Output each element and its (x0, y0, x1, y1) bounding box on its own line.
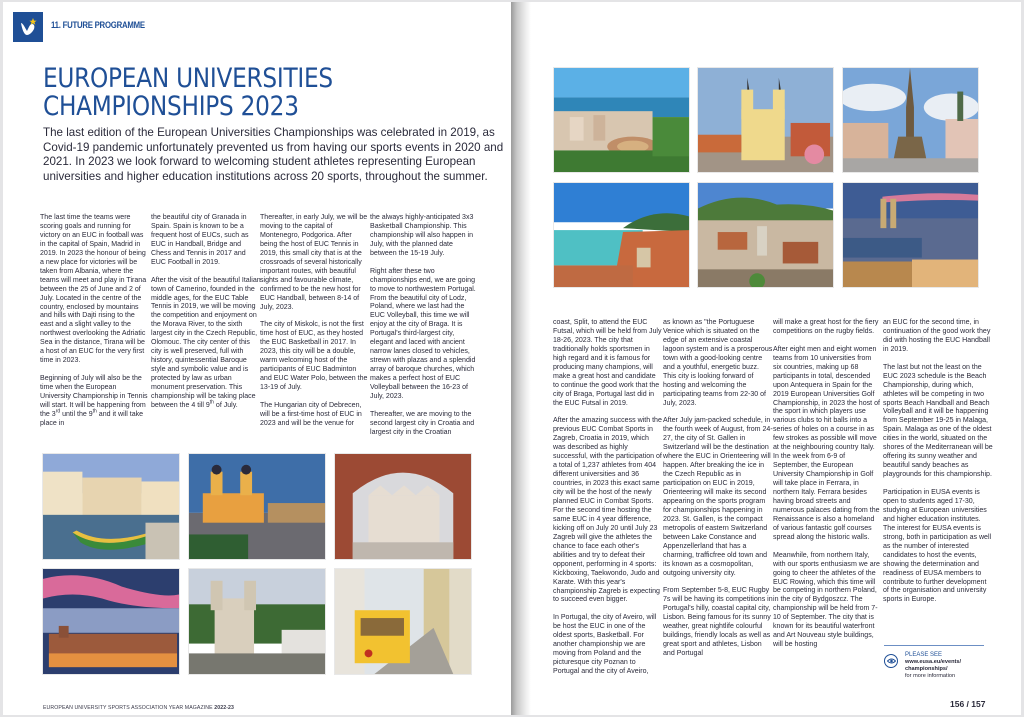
paragraph: After July jam-packed schedule, in the fourth week of August, from 24-27, the city of St. Gallen in Switzerland will be the destination where the EUC in Orienteering will happen. After breaking the ice in the Czech Republic as in participation on EUC in 2019, Orienteering will make its second appearing on the sports program for championships happening in 2023. St. Gallen, is the compact metropolis of eastern Switzerland between Lake Constance and Appenzellerland that has a charming, trafficfree old town and its known as a cosmopolitan, outgoing university city. (663, 417, 773, 577)
paragraph: the always highly-anticipated 3x3 Basketball Championship. This championship will also happen in July, with the planned date between the 15-19 July. (370, 214, 474, 257)
eusa-logo-icon (17, 16, 39, 38)
text-run: and it will take place in (40, 410, 144, 427)
superscript: th (92, 408, 97, 415)
photo-st-gallen (697, 182, 834, 288)
text-column-5 (553, 319, 663, 686)
footer-magazine-name: EUROPEAN UNIVERSITY SPORTS ASSOCIATION YEAR MAGAZINE (43, 705, 213, 711)
page-title (43, 65, 370, 121)
paragraph: The last time the teams were scoring goals and running for victory on an EUC in football was in the capital of Spain, Madrid in 2019. In 2023 the honour of being a new place for victories will be taken from Albania, where the teams will meet and play in Tirana between the 25 of June and 2 of July. Located in the centre of the country, enclosed by mountains and hills with Dajti rising to the east and a slight valley to the northwest overlooking the Adriatic Sea in the distance, Tirana will be a host of an EUC for the very first time in 2023. (40, 214, 147, 365)
photo-olomouc-column (842, 67, 979, 173)
text-run: of July. (213, 401, 238, 409)
superscript: rd (55, 408, 61, 415)
paragraph: Right after these two championships end, we are going to move to northwestern Portugal. From the beautiful city of Lodz, Poland, where we last had the EUC Volleyball, this time we will enjoy at the city of Braga. It is Portugal's third-largest city, elegant and laced with ancient narrow lanes closed to vehicles, strewn with plazas and a splendid array of baroque churches, which makes a perfect host of EUC Volleyball between the 16-23 of July, 2023. (370, 267, 476, 400)
photo-split-coast (553, 182, 690, 288)
photo-lisbon-tram (334, 568, 472, 675)
eye-icon (884, 654, 898, 668)
lead-paragraph: The last edition of the European Universities Championships was celebrated in 2019, as Covid-19 pandemic unfortunately prevented us from having our sports events in 2020 and 2021. In 2023 we look forward to welcoming student athletes representing European universities and higher education institutions across 20 sports, throughout the summer. (43, 126, 504, 183)
text-run: After the visit of the beautiful Italian town of Camerino, founded in the middle ages, for the EUC Table Tennis in 2019, we will be moving the competition and enjoyment on the Morava River, to the sixth largest city in the Czech Republic, Olomouc. The city center of this city is well preserved, full with history, quintessential Baroque style and symbolic value and is protected by law as urban monument preservation. This championship will be taking place between the 4 till 9 (151, 276, 261, 409)
text-column-3 (260, 214, 368, 438)
see-more-box (884, 645, 984, 680)
see-more-text (905, 652, 984, 680)
superscript: th (209, 399, 214, 406)
photo-malaga-coast (553, 67, 690, 173)
photo-braga-church (188, 568, 326, 675)
title-line-2: CHAMPIONSHIPS 2023 (43, 91, 299, 122)
footer-years: 2022-23 (214, 705, 234, 711)
see-more-note: for more information (905, 673, 956, 679)
link-line-2[interactable]: championships/ (905, 666, 948, 672)
text-column-8 (883, 319, 993, 614)
photo-debrecen-church (188, 453, 326, 560)
eusa-logo (13, 12, 43, 42)
photo-ferrara-cathedral (334, 453, 472, 560)
paragraph: The Hungarian city of Debrecen, will be a first-time host of EUC in 2023 and will be the venue for (260, 401, 362, 427)
paragraph: the beautiful city of Granada in Spain. Spain is known to be a frequent host of EUCs, such as EUC in Handball, Bridge and Chess and Tennis in 2017 and EUC Football in 2019. (151, 214, 249, 266)
paragraph: After the amazing success with the previous EUC Combat Sports in Zagreb, Croatia in 2019, which was described as highly successful, with the participation of a total of 1,237 athletes from 404 different universities and 36 countries, in 2023 this exact same city will be the host of the newly planned EUC in Combat Sports. For the second time hosting the same EUC in 4 year difference, kicking off on July 20 until July 23 Zagreb will give the athletes the chance to face each other's abilities and try to defeat their opponent, performing in 4 sports: Kickboxing, Taekwondo, Judo and Karate. With this year's championship Zagreb is expecting to succeed even bigger. (553, 417, 662, 604)
paragraph (151, 277, 261, 411)
section-label: 11. FUTURE PROGRAMME (51, 20, 145, 31)
text-run: until the 9 (60, 410, 93, 418)
photo-aveiro-canal (42, 453, 180, 560)
paragraph: Thereafter, in early July, we will be moving to the capital of Montenegro, Podgorica. After being the host of EUC Tennis in 2019, this small city that is at the crossroads of several historically important routes, with beautiful sights and favourable climate, confirmed to be the new host for EUC Handball, between 8-14 of July, 2023. (260, 214, 368, 311)
paragraph: The city of Miskolc, is not the first time host of EUC, as they hosted the EUC Basketball in 2017. In 2023, this city will be a double, warm welcoming host of the participants of EUC Badminton and EUC Water Polo, between the 13-19 of July. (260, 321, 368, 392)
paragraph: an EUC for the second time, in continuation of the good work they did with hosting the EUC Handball in 2019. (883, 319, 991, 353)
paragraph: In Portugal, the city of Aveiro, will be host the EUC in one of the oldest sports, Basketball. For another championship we are moving from Poland and the picturesque city Poznan to Portugal and the city of Aveiro, (553, 614, 657, 676)
footer-magazine (43, 705, 234, 711)
title-line-1: EUROPEAN UNIVERSITIES (43, 63, 333, 94)
text-run: Beginning of July will also be the time when the European University Championship in Tennis will start. It will be happening from the 3 (40, 375, 148, 418)
photo-miskolc-cathedral (697, 67, 834, 173)
text-column-1 (40, 214, 148, 438)
paragraph: Participation in EUSA events is open to students aged 17-30, studying at European universities and higher education institutes. The interest for EUSA events is strong, both in participation as well as the number of interested candidates to host the events, showing the determination and readiness of EUSA members to contribute to further development of the organisation and university sports in Europe. (883, 488, 992, 604)
photo-alhambra (42, 568, 180, 675)
text-column-4 (370, 214, 478, 447)
page-gutter (511, 2, 531, 715)
paragraph: After eight men and eight women teams from 10 universities from six countries, making up 68 participants in total, descended upon Antequera in Spain for the 2019 European Universities Golf Championship, in 2023 the host of the sport in which players use various clubs to hit balls into a series of holes on a course in as few strokes as possible will move at the neighbouring country Italy. In the week from 6-9 of September, the European University Championship in Golf will take place in Ferrara, in northern Italy. Ferrara besides having broad streets and numerous palaces dating from the Renaissance is also a homeland of various fantastic golf courses spread along the historic walls. (773, 345, 880, 541)
paragraph: Thereafter, we are moving to the second largest city in Croatia and largest city in the Croatian (370, 410, 475, 436)
paragraph: Meanwhile, from northern Italy, with our sports enthusiasm we are going to cheer the athletes of the EUC Rowing, which this time will be competing in northern Poland, in the city of Bydgoszcz. The championship will be held from 7-10 of September. The city that is known for its beautiful waterfront and Art Nouveau style buildings, will be hosting (773, 551, 880, 649)
paragraph: coast, Split, to attend the EUC Futsal, which will be held from July 18-26, 2023. The city that traditionally holds sportsmen in high regard and it is famous for producing many champions, will make a great host and candidate to continue the good work that the city of Braga, Portugal last did in the EUC Futsal in 2019. (553, 319, 662, 407)
text-column-6 (663, 319, 773, 668)
photo-zagreb-evening (842, 182, 979, 288)
paragraph: as known as "the Portuguese Venice which is situated on the edge of an extensive coastal lagoon system and is a prosperous town with a good-looking centre and a youthful, energetic buzz. This city is looking forward of hosting and welcoming the participating teams from 22-30 of July, 2023. (663, 319, 773, 407)
text-column-2 (151, 214, 261, 420)
left-page (3, 2, 511, 715)
link-line-1[interactable]: www.eusa.eu/events/ (905, 659, 962, 665)
see-more-link[interactable] (905, 659, 984, 673)
text-column-7 (773, 319, 881, 659)
paragraph: The last but not the least on the EUC 2023 schedule is the Beach Championship, during which, athletes will be competing in two sports Beach Handball and Beach Volleyball and it will be happening from September 19-25 in Malaga, Spain. Malaga as one of the oldest cities in the world, situated on the shores of the Mediterranean will be offering its sunny weather and beautiful sandy beaches as playgrounds for this championship. (883, 363, 993, 479)
page-number: 156 / 157 (950, 699, 986, 709)
paragraph: will make a great host for the fiery competitions on the rugby fields. (773, 319, 879, 335)
paragraph (40, 375, 148, 429)
paragraph: From September 5-8, EUC Rugby 7s will be having its competitions in Portugal's hilly, coastal capital city, Lisbon. Being famous for its sunny weather, great nightlife colourful buildings, friendly locals as well as great sport and athletes, Lisbon and Portugal (663, 587, 773, 658)
right-page (511, 2, 1021, 715)
see-more-title: PLEASE SEE (905, 652, 943, 658)
